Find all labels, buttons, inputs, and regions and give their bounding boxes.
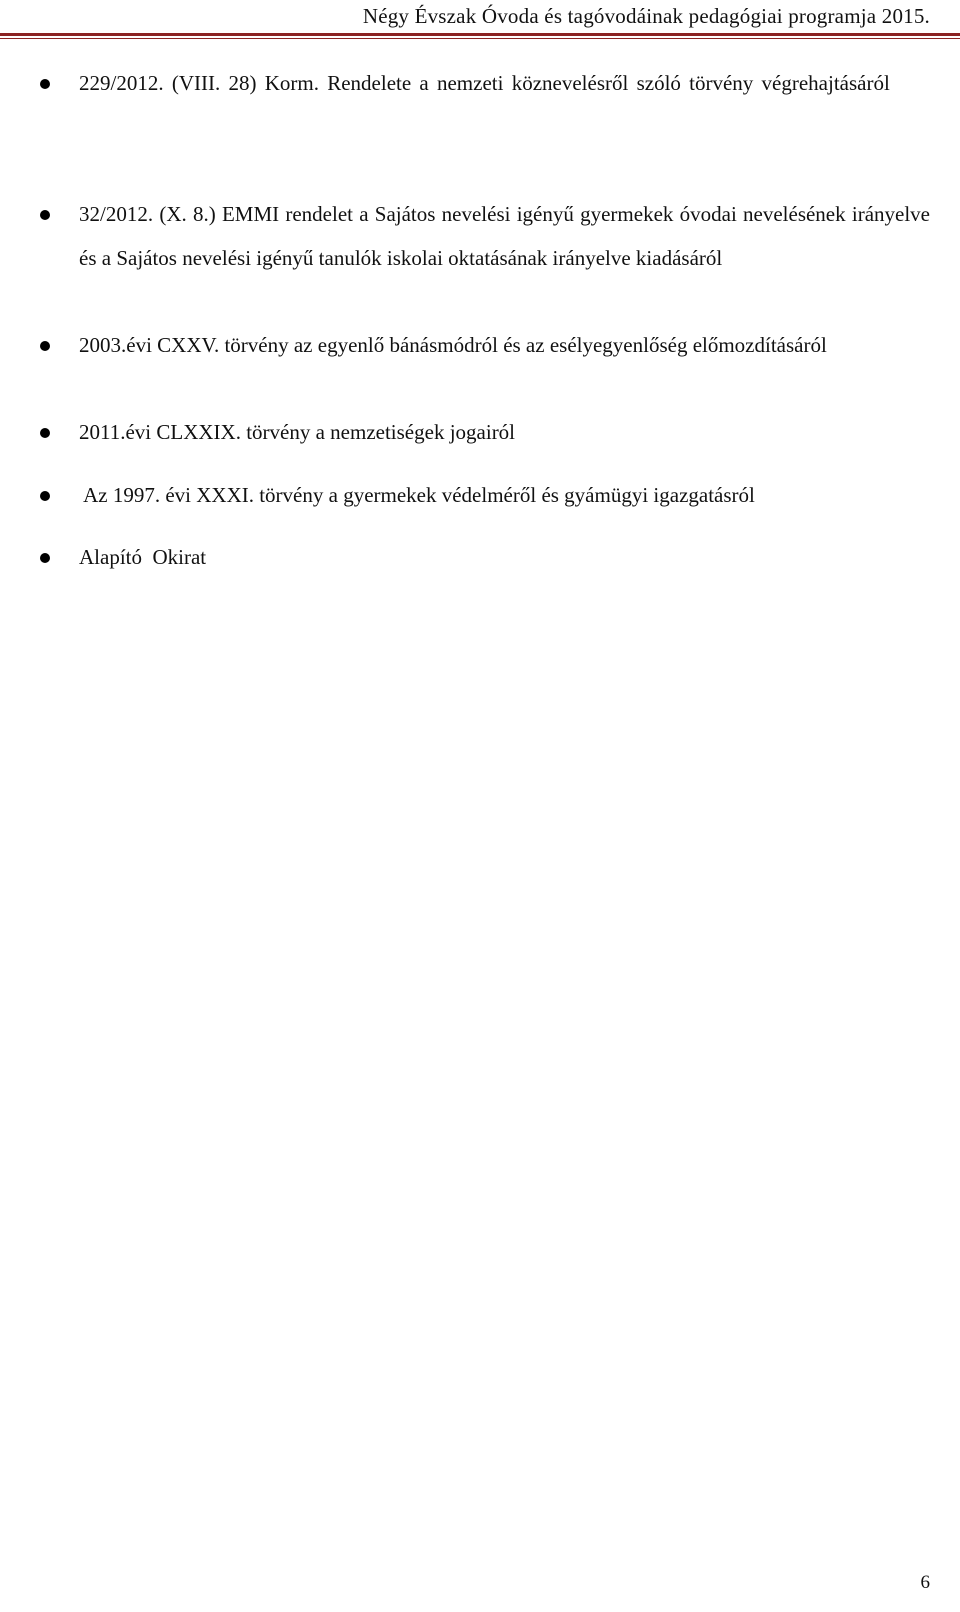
bullet-icon	[40, 341, 50, 351]
bullet-icon	[40, 79, 50, 89]
list-item-text: 32/2012. (X. 8.) EMMI rendelet a Sajátos nevelési igényű gyermekek óvodai nevelésének irányelve és a Sajátos nevelési igényű tanulók iskolai oktatásának irányelve kiadásáról	[79, 202, 930, 270]
list-item-text: 2003.évi CXXV. törvény az egyenlő bánásmódról és az esélyegyenlőség előmozdításáról	[79, 333, 827, 357]
bullet-icon	[40, 491, 50, 501]
list-item-text: Alapító Okirat	[79, 545, 207, 569]
page-number: 6	[920, 1572, 930, 1593]
bullet-icon	[40, 428, 50, 438]
bullet-icon	[40, 553, 50, 563]
page-header	[0, 0, 960, 40]
bullet-icon	[40, 210, 50, 220]
list-item-text: 229/2012. (VIII. 28) Korm. Rendelete a nemzeti köznevelésről szóló törvény végrehajtásáról	[79, 71, 890, 95]
header-rule-thick	[0, 33, 960, 36]
list-item-text: 2011.évi CLXXIX. törvény a nemzetiségek jogairól	[79, 420, 516, 444]
list-item-text: Az 1997. évi XXXI. törvény a gyermekek védelméről és gyámügyi igazgatásról	[79, 483, 755, 507]
header-rule-thin	[0, 38, 960, 39]
header-title: Négy Évszak Óvoda és tagóvodáinak pedagógiai programja 2015.	[362, 4, 930, 28]
